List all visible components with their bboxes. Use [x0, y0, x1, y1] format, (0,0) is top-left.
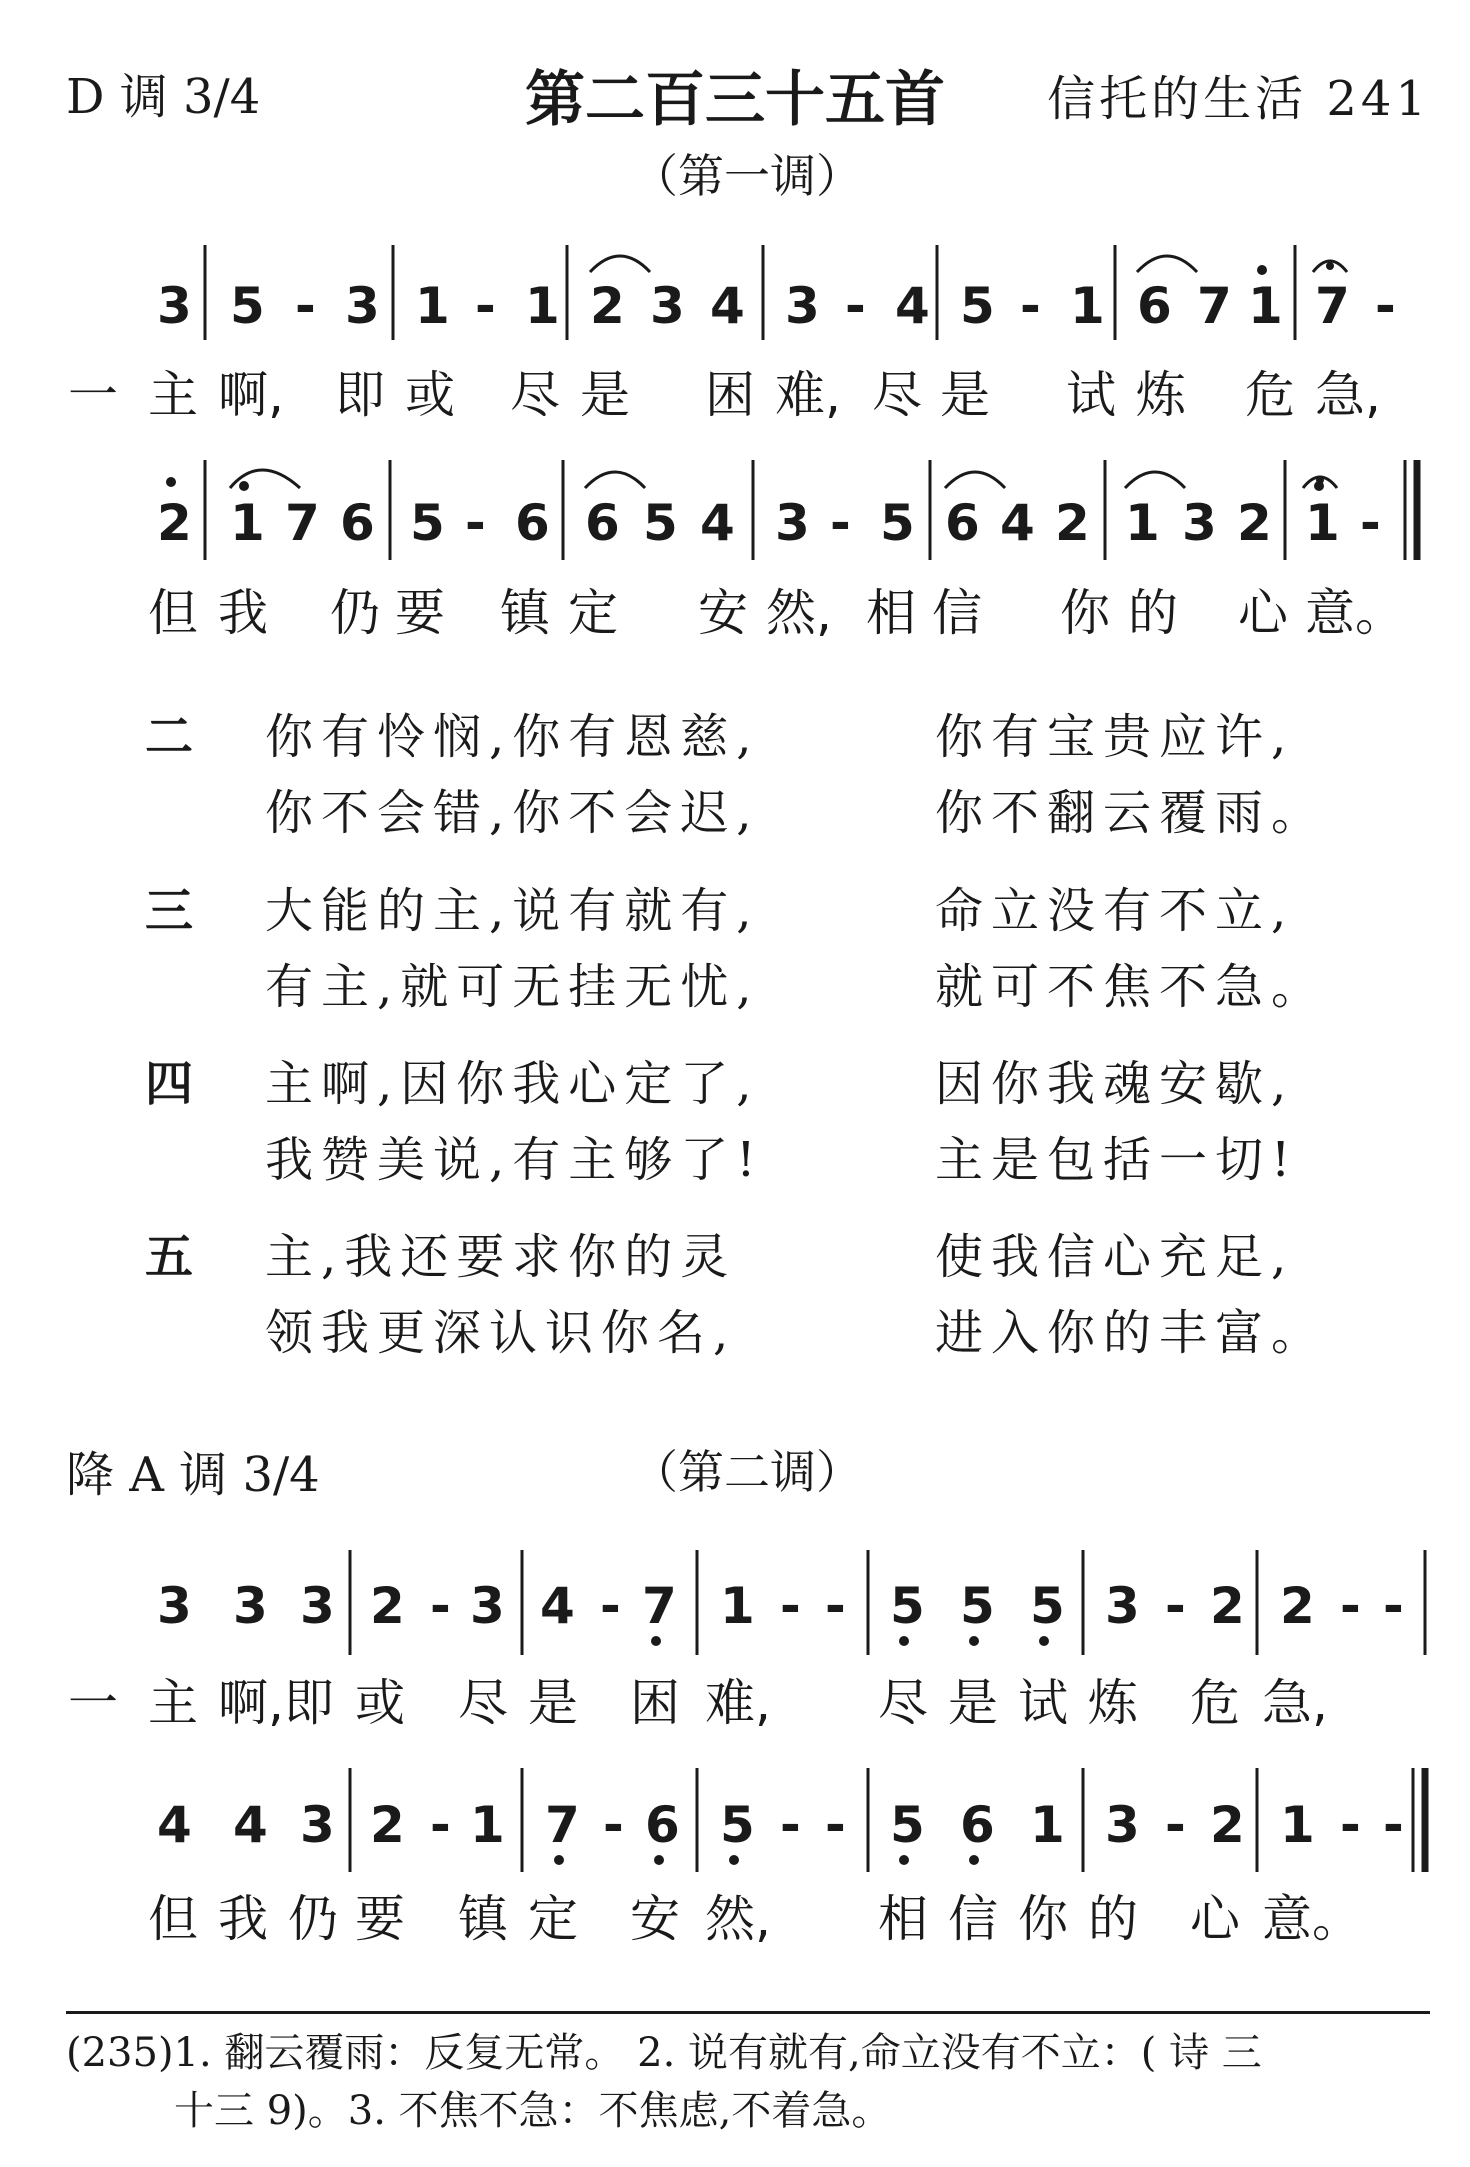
- note: 4: [157, 1796, 192, 1854]
- tune2-line1-dots: [651, 1636, 1049, 1646]
- octave-dot-high: [1257, 265, 1267, 275]
- note: 1: [415, 277, 450, 335]
- lyric: 试: [1018, 1674, 1068, 1732]
- note: 7: [1197, 277, 1232, 335]
- octave-dot-high: [239, 481, 249, 491]
- lyric: 然,: [766, 584, 832, 642]
- note: -: [1165, 1796, 1186, 1854]
- octave-dot-low: [654, 1855, 664, 1865]
- note: -: [1340, 1796, 1361, 1854]
- lyric: 即: [335, 366, 385, 424]
- lyric: 一: [68, 1674, 118, 1732]
- note: -: [475, 277, 496, 335]
- lyric: 信: [932, 584, 982, 642]
- lyric: 难,: [775, 366, 841, 424]
- tune2-line2-notes: [157, 1796, 1404, 1854]
- tune1-line2-lyrics: [148, 584, 1405, 642]
- verse-line: 你有怜悯,你有恩慈,: [265, 709, 760, 765]
- fermata-dot: [1326, 262, 1334, 270]
- lyric: 心: [1238, 584, 1288, 642]
- note: 2: [1210, 1577, 1245, 1635]
- note: 2: [157, 494, 192, 552]
- lyric: 是: [948, 1674, 998, 1732]
- note: 6: [960, 1796, 995, 1854]
- lyric: 或: [405, 366, 455, 424]
- octave-dot-low: [969, 1855, 979, 1865]
- note: 2: [590, 277, 625, 335]
- verse-line: 主,我还要求你的灵: [265, 1229, 737, 1285]
- lyric: 急,: [1315, 366, 1381, 424]
- verse-number: 二: [145, 709, 194, 765]
- note: 3: [345, 277, 380, 335]
- note: -: [430, 1796, 451, 1854]
- note: -: [430, 1577, 451, 1635]
- octave-dot-low: [899, 1855, 909, 1865]
- tune1-line2-barlines: [205, 460, 1417, 560]
- book-section: 信托的生活 241: [1047, 71, 1430, 127]
- lyric: 定: [528, 1890, 578, 1948]
- note: 2: [1237, 494, 1272, 552]
- note: 7: [642, 1577, 677, 1635]
- note: 1: [1305, 494, 1340, 552]
- lyric: 安: [630, 1890, 680, 1948]
- tune1-line1-slurs: [590, 256, 1347, 272]
- note: 3: [785, 277, 820, 335]
- note: 6: [945, 494, 980, 552]
- lyric: 难,: [705, 1674, 771, 1732]
- verse-line: 你不翻云覆雨。: [935, 785, 1328, 841]
- fermata-dot: [1316, 476, 1324, 484]
- note: -: [825, 1796, 846, 1854]
- lyric: 你: [1060, 584, 1110, 642]
- tune1-line2-slurs: [230, 470, 1337, 488]
- note: -: [600, 1577, 621, 1635]
- note: -: [1360, 494, 1381, 552]
- note: 2: [1210, 1796, 1245, 1854]
- lyric: 是: [528, 1674, 578, 1732]
- note: 6: [585, 494, 620, 552]
- tune2-subtitle: （第二调）: [632, 1445, 862, 1499]
- verse-line: 命立没有不立,: [935, 883, 1295, 939]
- note: 3: [650, 277, 685, 335]
- lyric: 仍: [288, 1890, 338, 1948]
- lyric: 主: [148, 366, 198, 424]
- note: -: [780, 1577, 801, 1635]
- note: 6: [1137, 277, 1172, 335]
- note: 3: [1182, 494, 1217, 552]
- note: 7: [1315, 277, 1350, 335]
- tune1-line1-notes: [157, 277, 1396, 335]
- verse-line: 你不会错,你不会迟,: [265, 785, 760, 841]
- lyric: 困: [705, 366, 755, 424]
- verse-number: 三: [145, 883, 194, 939]
- key-signature: D 调 3/4: [66, 69, 261, 125]
- note: 5: [230, 277, 265, 335]
- tune2-line2-barlines: [350, 1768, 1425, 1872]
- verse-line: 我赞美说,有主够了!: [265, 1132, 764, 1188]
- hymn-title: 第二百三十五首: [525, 65, 945, 135]
- note: 5: [960, 277, 995, 335]
- slur: [590, 256, 650, 272]
- note: 4: [700, 494, 735, 552]
- octave-dot-low: [729, 1855, 739, 1865]
- tune2-line1-notes: [157, 1577, 1404, 1635]
- verse-line: 大能的主,说有就有,: [265, 883, 760, 939]
- lyric: 意。: [1305, 584, 1405, 642]
- note: 7: [545, 1796, 580, 1854]
- lyric: 镇: [500, 584, 550, 642]
- lyric: 是: [580, 366, 630, 424]
- lyric: 仍: [330, 584, 380, 642]
- note: 5: [643, 494, 678, 552]
- slur: [585, 472, 645, 488]
- note: -: [1165, 1577, 1186, 1635]
- tune1-line2-notes: [157, 494, 1381, 552]
- note: -: [1383, 1796, 1404, 1854]
- lyric: 尽: [458, 1674, 508, 1732]
- lyric: 困: [630, 1674, 680, 1732]
- note: 5: [960, 1577, 995, 1635]
- tune2-line1-lyrics: [68, 1674, 1328, 1732]
- note: 1: [525, 277, 560, 335]
- note: 3: [157, 1577, 192, 1635]
- octave-dot-low: [1039, 1636, 1049, 1646]
- octave-dot-low: [651, 1636, 661, 1646]
- lyric: 炼: [1088, 1674, 1138, 1732]
- lyric: 但: [148, 584, 198, 642]
- lyric: 一: [68, 366, 118, 424]
- lyric: 啊,即: [218, 1674, 334, 1732]
- lyric: 尽: [878, 1674, 928, 1732]
- note: 1: [470, 1796, 505, 1854]
- lyric: 急,: [1262, 1674, 1328, 1732]
- note: 5: [410, 494, 445, 552]
- lyric: 尽: [872, 366, 922, 424]
- lyric: 啊,: [218, 366, 284, 424]
- slur: [1125, 472, 1185, 488]
- lyric: 你: [1018, 1890, 1068, 1948]
- footnote-line: 十三 9)。3. 不焦不急：不焦虑,不着急。: [174, 2088, 892, 2134]
- lyric: 是: [940, 366, 990, 424]
- lyric: 安: [698, 584, 748, 642]
- tune2-key-signature: 降 A 调 3/4: [66, 1447, 320, 1503]
- note: 1: [1248, 277, 1283, 335]
- note: -: [1340, 1577, 1361, 1635]
- lyric: 我: [218, 584, 268, 642]
- note: -: [465, 494, 486, 552]
- lyric: 尽: [510, 366, 560, 424]
- verse-line: 你有宝贵应许,: [935, 709, 1295, 765]
- lyric: 炼: [1136, 366, 1186, 424]
- lyric: 试: [1066, 366, 1116, 424]
- note: 4: [233, 1796, 268, 1854]
- verse-number: 四: [145, 1056, 194, 1112]
- note: -: [830, 494, 851, 552]
- lyric: 相: [866, 584, 916, 642]
- tune2-line2-dots: [554, 1855, 979, 1865]
- verse-line: 主啊,因你我心定了,: [265, 1056, 760, 1112]
- note: 3: [300, 1577, 335, 1635]
- note: -: [780, 1796, 801, 1854]
- note: -: [1375, 277, 1396, 335]
- note: 3: [300, 1796, 335, 1854]
- verse-line: 领我更深认识你名,: [265, 1305, 737, 1361]
- octave-dot-low: [554, 1855, 564, 1865]
- note: 5: [1030, 1577, 1065, 1635]
- note: -: [603, 1796, 624, 1854]
- tune2-line2-lyrics: [148, 1890, 1362, 1948]
- note: -: [1020, 277, 1041, 335]
- slur: [1137, 256, 1197, 272]
- note: 1: [1030, 1796, 1065, 1854]
- lyric: 的: [1088, 1890, 1138, 1948]
- verse-line: 使我信心充足,: [935, 1229, 1295, 1285]
- lyric: 意。: [1262, 1890, 1362, 1948]
- note: -: [825, 1577, 846, 1635]
- note: 1: [1280, 1796, 1315, 1854]
- note: 5: [880, 494, 915, 552]
- tune1-line1-lyrics: [68, 366, 1381, 424]
- verse-line: 主是包括一切!: [935, 1132, 1299, 1188]
- note: 2: [370, 1796, 405, 1854]
- note: -: [295, 277, 316, 335]
- note: 4: [895, 277, 930, 335]
- note: 5: [720, 1796, 755, 1854]
- octave-dot-low: [899, 1636, 909, 1646]
- note: 1: [230, 494, 265, 552]
- note: 5: [890, 1796, 925, 1854]
- slur: [945, 472, 1005, 488]
- note: 3: [157, 277, 192, 335]
- verse-line: 进入你的丰富。: [935, 1305, 1328, 1361]
- lyric: 然,: [705, 1890, 771, 1948]
- note: 3: [233, 1577, 268, 1635]
- note: 3: [470, 1577, 505, 1635]
- note: 6: [645, 1796, 680, 1854]
- note: 6: [515, 494, 550, 552]
- footnote-divider: [66, 2011, 1430, 2014]
- note: -: [845, 277, 866, 335]
- octave-dot-low: [969, 1636, 979, 1646]
- tune2-line1-barlines: [350, 1550, 1425, 1655]
- note: 1: [1070, 277, 1105, 335]
- tune1-subtitle: （第一调）: [632, 149, 862, 203]
- lyric: 要: [395, 584, 445, 642]
- note: 1: [720, 1577, 755, 1635]
- lyric: 或: [355, 1674, 405, 1732]
- lyric: 我: [218, 1890, 268, 1948]
- lyric: 危: [1190, 1674, 1240, 1732]
- lyric: 主: [148, 1674, 198, 1732]
- lyric: 危: [1245, 366, 1295, 424]
- verse-line: 因你我魂安歇,: [935, 1056, 1295, 1112]
- note: 3: [1105, 1577, 1140, 1635]
- note: -: [1383, 1577, 1404, 1635]
- lyric: 但: [148, 1890, 198, 1948]
- lyric: 心: [1190, 1890, 1240, 1948]
- lyric: 相: [878, 1890, 928, 1948]
- note: 3: [775, 494, 810, 552]
- verse-line: 就可不焦不急。: [935, 959, 1328, 1015]
- verse-line: 有主,就可无挂无忧,: [265, 959, 760, 1015]
- note: 2: [370, 1577, 405, 1635]
- footnote-line: (235)1. 翻云覆雨：反复无常。 2. 说有就有,命立没有不立：( 诗 三: [66, 2030, 1262, 2076]
- note: 4: [710, 277, 745, 335]
- note: 6: [340, 494, 375, 552]
- lyric: 镇: [458, 1890, 508, 1948]
- octave-dot-high: [166, 477, 176, 487]
- lyric: 信: [948, 1890, 998, 1948]
- note: 5: [890, 1577, 925, 1635]
- lyric: 定: [568, 584, 618, 642]
- lyric: 的: [1128, 584, 1178, 642]
- note: 3: [1105, 1796, 1140, 1854]
- note: 1: [1125, 494, 1160, 552]
- note: 7: [285, 494, 320, 552]
- verse-number: 五: [145, 1229, 194, 1285]
- footnote: [66, 2024, 1446, 2140]
- note: 2: [1055, 494, 1090, 552]
- lyric: 要: [355, 1890, 405, 1948]
- note: 4: [1000, 494, 1035, 552]
- note: 2: [1280, 1577, 1315, 1635]
- note: 4: [540, 1577, 575, 1635]
